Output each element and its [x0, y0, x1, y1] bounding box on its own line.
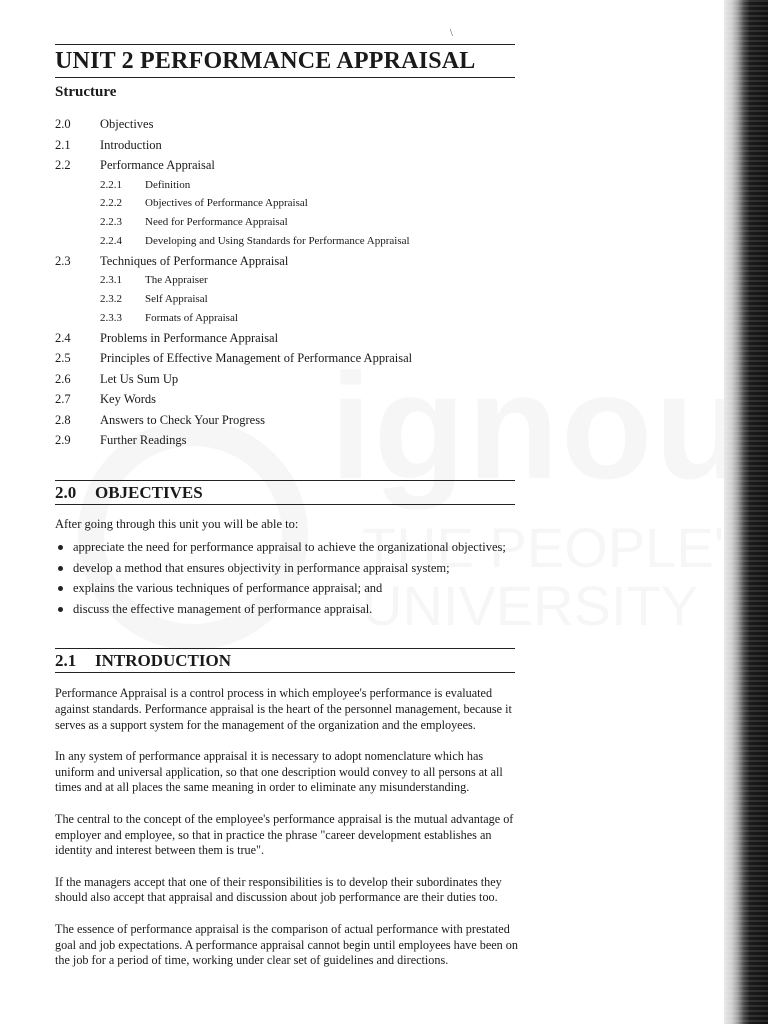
toc-entry: [55, 114, 525, 135]
introduction-paragraph: The essence of performance appraisal is the comparison of actual performance with prestated goal and job expectations. A performance appraisal cannot begin until employees have been on the job for a period of time, working under clear set of guidelines and directions.: [55, 921, 518, 968]
toc-number: 2.6: [55, 371, 71, 386]
toc-number: 2.3.1: [100, 274, 122, 287]
toc-label: Objectives: [100, 117, 154, 131]
toc-entry: [55, 348, 525, 369]
toc-label: Self Appraisal: [145, 292, 208, 305]
toc-label: Problems in Performance Appraisal: [100, 330, 279, 345]
objectives-section-number: 2.0: [55, 483, 77, 502]
toc-number: 2.8: [55, 412, 71, 427]
toc-number: 2.7: [55, 392, 71, 407]
toc-subentry: [55, 176, 525, 195]
toc-entry: [55, 251, 525, 272]
toc-subentry: [55, 309, 525, 328]
toc-entry: [55, 430, 525, 451]
toc-entry: [55, 369, 525, 390]
introduction-body: [55, 686, 519, 985]
toc-label: Introduction: [100, 137, 162, 152]
toc-number: 2.0: [55, 117, 71, 131]
introduction-paragraph: The central to the concept of the employee's performance appraisal is the mutual advantage of employer and employee, so that in practice the phrase "career development establishes an identity and interest between them is true".: [55, 811, 514, 858]
toc-subentry: [55, 232, 525, 251]
toc-number: 2.2.4: [100, 234, 122, 247]
toc-label: Formats of Appraisal: [145, 311, 238, 324]
objectives-section-title: OBJECTIVES: [95, 483, 203, 502]
toc-label: Further Readings: [100, 433, 187, 448]
scan-mark: \: [450, 28, 453, 39]
toc-label: Definition: [145, 178, 191, 191]
toc-number: 2.2: [55, 158, 71, 172]
toc-label: Techniques of Performance Appraisal: [100, 253, 289, 268]
toc-label: Need for Performance Appraisal: [145, 216, 288, 229]
toc-entry: [55, 155, 525, 176]
objectives-heading: [55, 480, 515, 505]
introduction-section-title: INTRODUCTION: [95, 651, 232, 670]
toc-number: 2.5: [55, 351, 71, 366]
objective-item: develop a method that ensures objectivity in performance appraisal system;: [55, 558, 525, 579]
table-of-contents: [55, 114, 525, 451]
scan-binding-edge: [724, 0, 768, 1024]
objectives-intro: After going through this unit you will be able to:: [55, 517, 299, 531]
toc-label: Objectives of Performance Appraisal: [145, 197, 308, 210]
toc-number: 2.2.3: [100, 216, 122, 229]
toc-entry: [55, 135, 525, 156]
toc-number: 2.3.3: [100, 311, 122, 324]
toc-label: Answers to Check Your Progress: [100, 412, 265, 427]
toc-number: 2.2.1: [100, 178, 122, 191]
objective-item: appreciate the need for performance appraisal to achieve the organizational objectives;: [55, 537, 525, 558]
toc-number: 2.3: [55, 253, 71, 268]
introduction-heading: [55, 648, 515, 673]
introduction-paragraph: Performance Appraisal is a control process in which employee's performance is evaluated against standards. Performance appraisal is the heart of the personnel management, because it serves as a support system for the management of the organization and the employees.: [55, 686, 512, 732]
objective-item: explains the various techniques of performance appraisal; and: [55, 578, 525, 599]
toc-subentry: [55, 290, 525, 309]
objective-item: discuss the effective management of performance appraisal.: [55, 599, 525, 620]
toc-entry: [55, 328, 525, 349]
introduction-paragraph: If the managers accept that one of their responsibilities is to develop their subordinates they should also accept that appraisal and discussion about job performance are their duties too.: [55, 874, 502, 905]
toc-label: Principles of Effective Management of Performance Appraisal: [100, 351, 413, 366]
toc-subentry: [55, 271, 525, 290]
toc-entry: [55, 389, 525, 410]
structure-heading: Structure: [55, 84, 117, 100]
toc-number: 2.4: [55, 330, 71, 345]
unit-title: UNIT 2 PERFORMANCE APPRAISAL: [55, 44, 515, 78]
toc-number: 2.1: [55, 137, 71, 152]
toc-subentry: [55, 213, 525, 232]
toc-label: Performance Appraisal: [100, 158, 215, 172]
objectives-list: [55, 537, 525, 619]
introduction-section-number: 2.1: [55, 651, 77, 670]
toc-number: 2.9: [55, 433, 71, 448]
toc-label: Key Words: [100, 392, 157, 407]
toc-subentry: [55, 194, 525, 213]
toc-label: The Appraiser: [145, 274, 208, 287]
toc-number: 2.2.2: [100, 197, 122, 210]
introduction-paragraph: In any system of performance appraisal it is necessary to adopt nomenclature which has uniform and universal application, so that one description would convey to all persons at all times and at all places the same meaning in order to eliminate any misunderstanding.: [55, 748, 503, 795]
toc-entry: [55, 410, 525, 431]
toc-label: Developing and Using Standards for Performance Appraisal: [145, 234, 410, 247]
toc-label: Let Us Sum Up: [100, 371, 179, 386]
toc-number: 2.3.2: [100, 292, 122, 305]
